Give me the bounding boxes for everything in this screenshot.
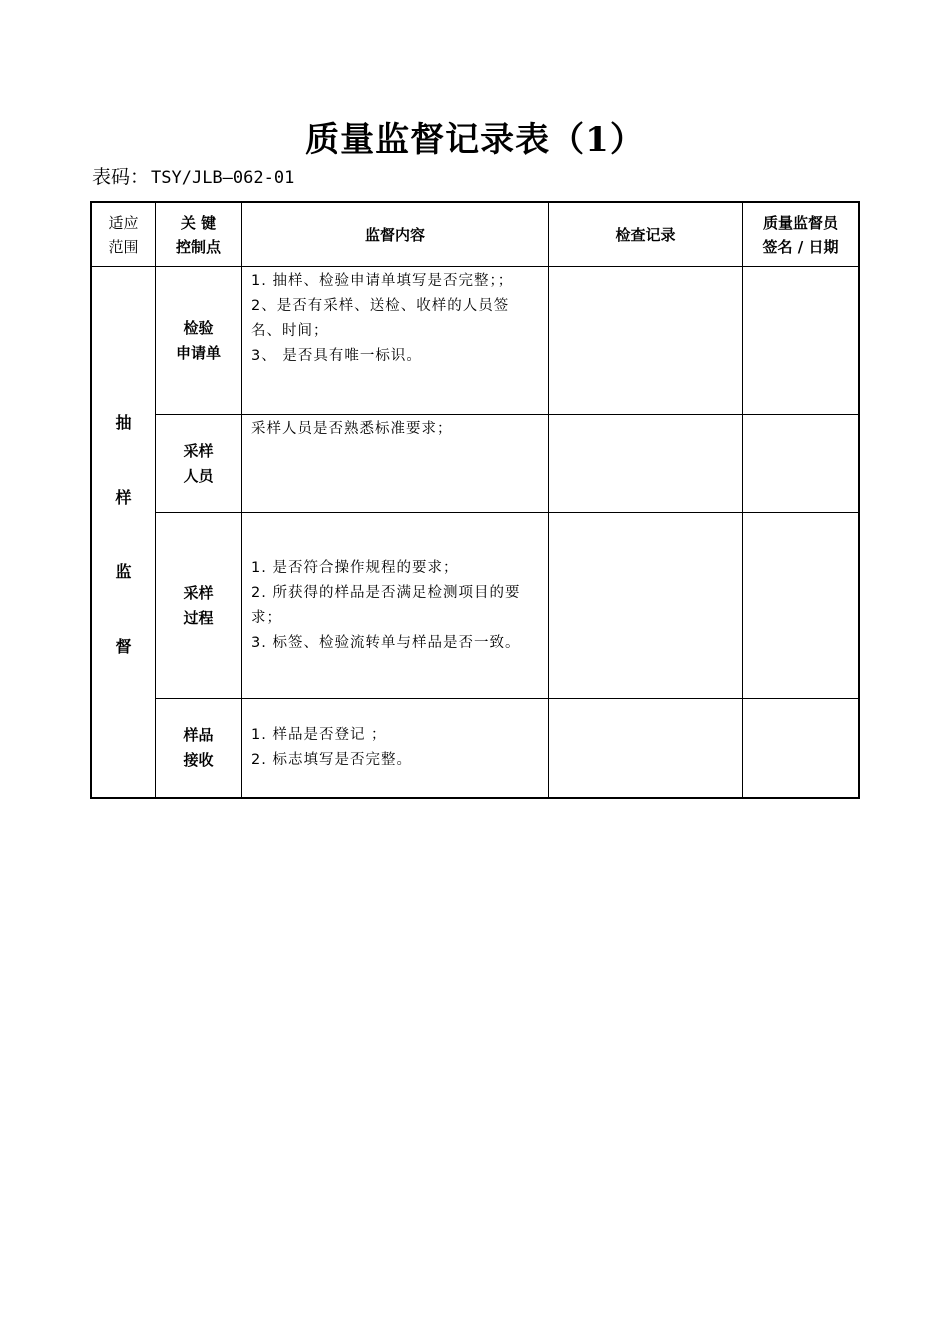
content-cell <box>242 415 548 512</box>
document-title: 质量监督记录表（1） <box>305 120 645 160</box>
header-key-point-line2: 控制点 <box>175 237 221 256</box>
record-cell[interactable] <box>549 267 742 414</box>
scope-char: 监 <box>115 562 132 581</box>
key-point-cell <box>156 513 241 698</box>
signature-cell[interactable] <box>743 267 858 414</box>
content-item: 1. 样品是否登记 ； <box>251 727 387 743</box>
key-point-line: 采样 <box>183 583 214 602</box>
form-code-label: 表码： <box>92 166 150 188</box>
content-cell <box>242 699 548 797</box>
header-signature-line2: 签名 / 日期 <box>762 237 839 256</box>
content-item: 3. 标签、检验流转单与样品是否一致。 <box>251 634 521 651</box>
key-point-line: 采样 <box>183 441 214 460</box>
key-point-line: 人员 <box>183 466 214 485</box>
key-point-cell <box>156 415 241 512</box>
content-item: 2. 标志填写是否完整。 <box>251 752 412 768</box>
header-signature <box>743 203 858 266</box>
content-cell <box>242 513 548 698</box>
key-point-cell <box>156 699 241 797</box>
header-signature-line1: 质量监督员 <box>762 213 838 232</box>
record-cell[interactable] <box>549 415 742 512</box>
key-point-line: 申请单 <box>175 343 221 362</box>
form-code-value: TSY/JLB—062-01 <box>151 168 295 188</box>
content-item: 采样人员是否熟悉标准要求； <box>251 421 453 437</box>
header-scope-line2: 范围 <box>108 237 139 256</box>
header-key-point <box>156 203 241 266</box>
scope-char: 督 <box>115 637 132 656</box>
scope-char: 抽 <box>115 413 132 432</box>
content-item: 1. 是否符合操作规程的要求； <box>251 559 459 576</box>
content-item: 1. 抽样、检验申请单填写是否完整；； <box>251 273 514 289</box>
header-record: 检查记录 <box>615 225 676 244</box>
header-key-point-line1: 关 键 <box>180 213 217 232</box>
key-point-cell <box>156 267 241 414</box>
content-item: 2. 所获得的样品是否满足检测项目的要求； <box>251 584 521 626</box>
content-cell <box>242 267 548 414</box>
signature-cell[interactable] <box>743 513 858 698</box>
key-point-line: 过程 <box>183 608 214 627</box>
form-code <box>92 162 294 189</box>
record-cell[interactable] <box>549 699 742 797</box>
header-scope <box>92 203 155 266</box>
scope-char: 样 <box>115 488 132 507</box>
scope-cell <box>92 267 155 797</box>
content-item: 3、 是否具有唯一标识。 <box>251 348 422 364</box>
key-point-line: 接收 <box>183 751 214 769</box>
signature-cell[interactable] <box>743 699 858 797</box>
record-cell[interactable] <box>549 513 742 698</box>
key-point-line: 样品 <box>183 726 214 744</box>
header-scope-line1: 适应 <box>108 213 139 232</box>
header-content: 监督内容 <box>364 225 425 244</box>
content-item: 2、是否有采样、送检、收样的人员签名、时间； <box>251 298 510 339</box>
key-point-line: 检验 <box>183 318 214 337</box>
signature-cell[interactable] <box>743 415 858 512</box>
